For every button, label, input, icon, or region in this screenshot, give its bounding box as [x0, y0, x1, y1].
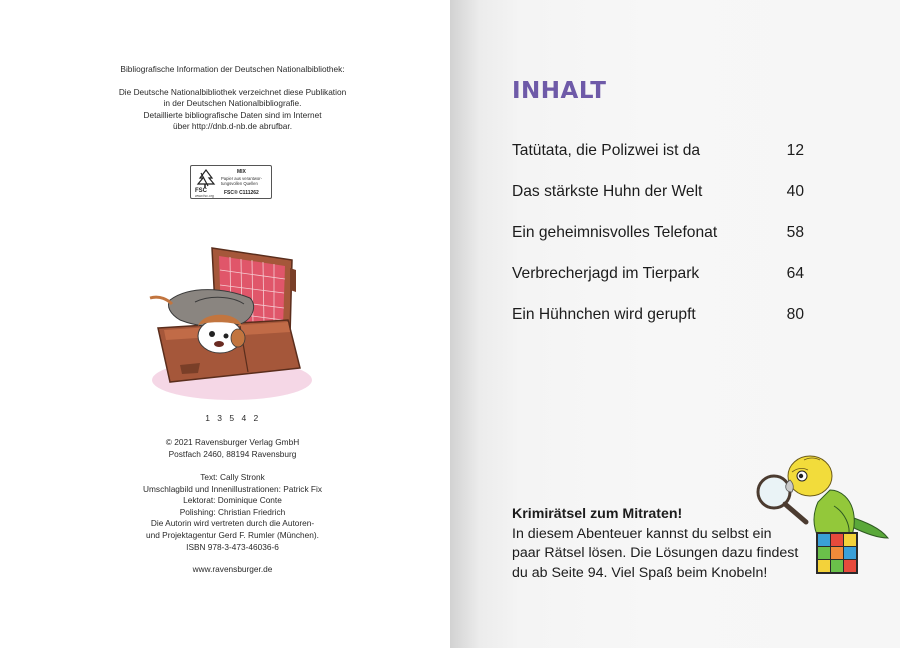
- fsc-brand: FSC: [195, 188, 207, 194]
- fsc-code: FSC® C111262: [224, 190, 259, 196]
- puzzle-text-line: paar Rätsel lösen. Die Lösungen dazu findest: [512, 545, 799, 562]
- toc-entry: [512, 224, 804, 246]
- puzzle-text-line: du ab Seite 94. Viel Spaß beim Knobeln!: [512, 564, 768, 581]
- biblio-line: Die Deutsche Nationalbibliothek verzeichnet diese Publikation: [118, 86, 347, 97]
- biblio-line: Detaillierte bibliografische Daten sind im Internet: [143, 109, 322, 120]
- puzzle-text-line: In diesem Abenteuer kannst du selbst ein: [512, 525, 772, 542]
- website-link: www.ravensburger.de: [192, 564, 273, 574]
- fsc-mix-label: MIX: [237, 169, 246, 175]
- print-run: 1 3 5 4 2: [205, 413, 261, 423]
- toc-entry: [512, 306, 804, 328]
- bibliographic-info: [100, 64, 365, 133]
- fsc-logo: [190, 165, 272, 199]
- credit-line: Text: Cally Stronk: [200, 472, 265, 482]
- toc-title: INHALT: [512, 78, 607, 104]
- toc-page-number: 40: [786, 183, 804, 200]
- publisher-info: [100, 437, 365, 460]
- fsc-description: [221, 176, 271, 186]
- biblio-line: in der Deutschen Nationalbibliografie.: [163, 98, 302, 109]
- publisher-website: [100, 564, 365, 576]
- credit-line: und Projektagentur Gerd F. Rumler (München).: [146, 529, 319, 540]
- fsc-desc-line: tungsvollen Quellen: [221, 181, 258, 186]
- fsc-tree-icon: [195, 169, 217, 189]
- biblio-line: über http://dnb.d-nb.de abrufbar.: [172, 121, 292, 132]
- fsc-site: www.fsc.org: [195, 194, 214, 198]
- spacer: [100, 76, 365, 87]
- credit-line: Umschlagbild und Innenillustrationen: Patrick Fix: [143, 483, 322, 494]
- toc-page-number: 64: [786, 265, 804, 282]
- puzzle-heading: Krimirätsel zum Mitraten!: [512, 506, 683, 522]
- toc-chapter-title: Tatütata, die Polizwei ist da: [512, 142, 701, 159]
- credits: [100, 472, 365, 553]
- credit-line: Lektorat: Dominique Conte: [183, 495, 282, 506]
- toc-chapter-title: Verbrecherjagd im Tierpark: [512, 265, 700, 282]
- toc-chapter-title: Ein geheimnisvolles Telefonat: [512, 224, 718, 241]
- credit-line: Die Autorin wird vertreten durch die Autoren-: [150, 518, 315, 529]
- publisher-line: © 2021 Ravensburger Verlag GmbH: [165, 437, 300, 447]
- credit-line: Polishing: Christian Friedrich: [179, 506, 286, 517]
- fsc-desc-line: Papier aus verantwor-: [221, 176, 262, 181]
- toc-page-number: 58: [786, 224, 804, 241]
- toc-chapter-title: Das stärkste Huhn der Welt: [512, 183, 703, 200]
- isbn: ISBN 978-3-473-46036-6: [186, 541, 279, 552]
- publisher-line: Postfach 2460, 88194 Ravensburg: [168, 448, 297, 459]
- toc-entry: [512, 265, 804, 287]
- toc-chapter-title: Ein Hühnchen wird gerupft: [512, 306, 696, 323]
- toc-entry: [512, 142, 804, 164]
- toc-page-number: 12: [786, 142, 804, 159]
- parrot-magnifier-illustration: [748, 446, 893, 581]
- suitcase-dog-illustration: [140, 240, 320, 405]
- biblio-heading: Bibliografische Information der Deutschen Nationalbibliothek:: [120, 64, 345, 74]
- toc-entry: [512, 183, 804, 205]
- toc-page-number: 80: [786, 306, 804, 323]
